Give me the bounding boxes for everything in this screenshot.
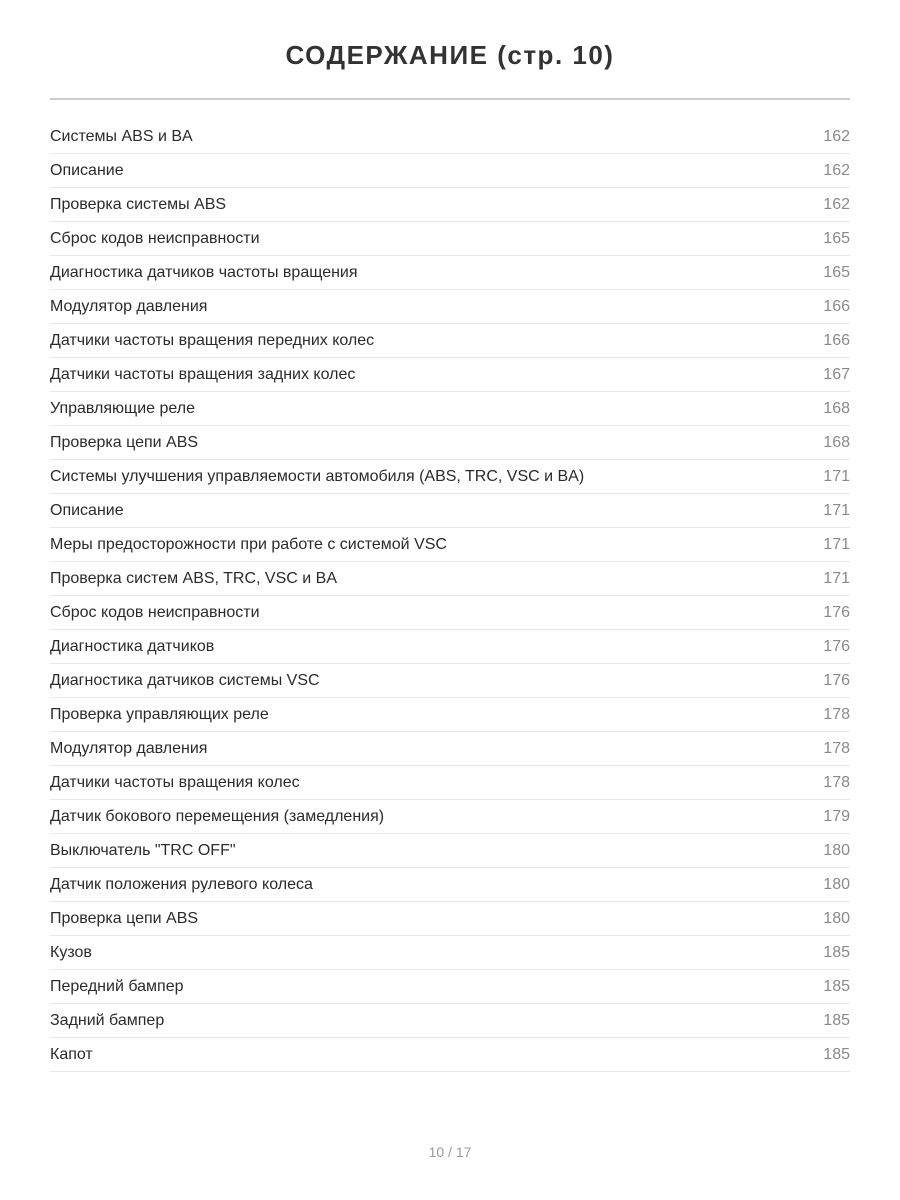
toc-entry-page: 168 xyxy=(823,433,850,451)
toc-entry-label: Датчики частоты вращения колес xyxy=(50,773,300,791)
toc-entry-page: 176 xyxy=(823,637,850,655)
toc-entry-label: Диагностика датчиков системы VSC xyxy=(50,671,320,689)
toc-entry-page: 178 xyxy=(823,773,850,791)
toc-entry-page: 168 xyxy=(823,399,850,417)
toc-entry-page: 165 xyxy=(823,229,850,247)
toc-entry[interactable] xyxy=(50,460,850,494)
toc-entry[interactable] xyxy=(50,290,850,324)
toc-entry[interactable] xyxy=(50,562,850,596)
toc-entry-label: Описание xyxy=(50,161,124,179)
toc-entry[interactable] xyxy=(50,766,850,800)
toc-entry-page: 171 xyxy=(823,467,850,485)
toc-entry-page: 171 xyxy=(823,569,850,587)
toc-entry[interactable] xyxy=(50,222,850,256)
toc-entry[interactable] xyxy=(50,426,850,460)
toc-entry[interactable] xyxy=(50,936,850,970)
toc-entry-page: 185 xyxy=(823,1011,850,1029)
toc-entry-label: Диагностика датчиков xyxy=(50,637,215,655)
toc-entry[interactable] xyxy=(50,800,850,834)
toc-entry[interactable] xyxy=(50,664,850,698)
toc-entry[interactable] xyxy=(50,902,850,936)
toc-entry-page: 176 xyxy=(823,603,850,621)
toc-entry-label: Проверка систем ABS, TRC, VSC и BA xyxy=(50,569,337,587)
page-title: СОДЕРЖАНИЕ (стр. 10) xyxy=(285,40,615,70)
toc-entry-label: Проверка цепи ABS xyxy=(50,909,199,927)
toc-entry-label: Модулятор давления xyxy=(50,739,208,757)
toc-entry[interactable] xyxy=(50,256,850,290)
toc-entry-label: Системы улучшения управляемости автомобиля (ABS, TRC, VSC и BA) xyxy=(50,467,585,485)
toc-entry-label: Проверка управляющих реле xyxy=(50,705,269,723)
toc-entry[interactable] xyxy=(50,494,850,528)
toc-entry-label: Капот xyxy=(50,1045,93,1063)
toc-entry-page: 166 xyxy=(823,297,850,315)
toc-entry-label: Кузов xyxy=(50,943,92,961)
toc-entry-label: Проверка системы ABS xyxy=(50,195,227,213)
toc-entry[interactable] xyxy=(50,596,850,630)
toc-entry[interactable] xyxy=(50,120,850,154)
toc-entry-page: 180 xyxy=(823,875,850,893)
toc-entry[interactable] xyxy=(50,834,850,868)
toc-entry-page: 176 xyxy=(823,671,850,689)
toc-entry[interactable] xyxy=(50,358,850,392)
toc-entry-page: 162 xyxy=(823,161,850,179)
toc-entry[interactable] xyxy=(50,630,850,664)
toc-entry-label: Проверка цепи ABS xyxy=(50,433,199,451)
toc-entry-label: Сброс кодов неисправности xyxy=(50,229,260,247)
page-indicator: 10 / 17 xyxy=(428,1144,472,1160)
toc-entry-page: 179 xyxy=(823,807,850,825)
toc-entry-label: Описание xyxy=(50,501,124,519)
title-divider xyxy=(50,98,850,100)
toc-entry-page: 171 xyxy=(823,535,850,553)
toc-entry-label: Управляющие реле xyxy=(50,399,195,417)
toc-entry[interactable] xyxy=(50,732,850,766)
toc-entry[interactable] xyxy=(50,1038,850,1072)
toc-list xyxy=(50,120,850,1072)
toc-entry-page: 166 xyxy=(823,331,850,349)
toc-entry[interactable] xyxy=(50,528,850,562)
toc-entry-label: Датчики частоты вращения передних колес xyxy=(50,331,375,349)
toc-entry-label: Датчик положения рулевого колеса xyxy=(50,875,313,893)
toc-entry[interactable] xyxy=(50,698,850,732)
toc-entry[interactable] xyxy=(50,154,850,188)
toc-entry-page: 185 xyxy=(823,943,850,961)
toc-entry-page: 178 xyxy=(823,705,850,723)
toc-entry-page: 171 xyxy=(823,501,850,519)
toc-entry-label: Датчик бокового перемещения (замедления) xyxy=(50,807,385,825)
toc-entry-label: Выключатель "TRC OFF" xyxy=(50,841,236,859)
toc-entry-label: Системы ABS и BA xyxy=(50,127,193,145)
toc-entry-label: Датчики частоты вращения задних колес xyxy=(50,365,356,383)
toc-entry[interactable] xyxy=(50,1004,850,1038)
toc-entry-label: Меры предосторожности при работе с системой VSC xyxy=(50,535,447,553)
toc-entry[interactable] xyxy=(50,392,850,426)
toc-entry-page: 178 xyxy=(823,739,850,757)
toc-entry-page: 180 xyxy=(823,841,850,859)
toc-entry[interactable] xyxy=(50,868,850,902)
toc-entry-page: 185 xyxy=(823,1045,850,1063)
toc-entry[interactable] xyxy=(50,324,850,358)
toc-entry-label: Диагностика датчиков частоты вращения xyxy=(50,263,358,281)
toc-entry-label: Сброс кодов неисправности xyxy=(50,603,260,621)
toc-entry-page: 162 xyxy=(823,195,850,213)
toc-entry-label: Модулятор давления xyxy=(50,297,208,315)
toc-entry-label: Задний бампер xyxy=(50,1011,165,1029)
toc-entry-page: 185 xyxy=(823,977,850,995)
toc-entry-page: 162 xyxy=(823,127,850,145)
toc-entry-label: Передний бампер xyxy=(50,977,184,995)
toc-entry-page: 165 xyxy=(823,263,850,281)
toc-entry[interactable] xyxy=(50,188,850,222)
toc-entry-page: 180 xyxy=(823,909,850,927)
toc-entry[interactable] xyxy=(50,970,850,1004)
toc-entry-page: 167 xyxy=(823,365,850,383)
